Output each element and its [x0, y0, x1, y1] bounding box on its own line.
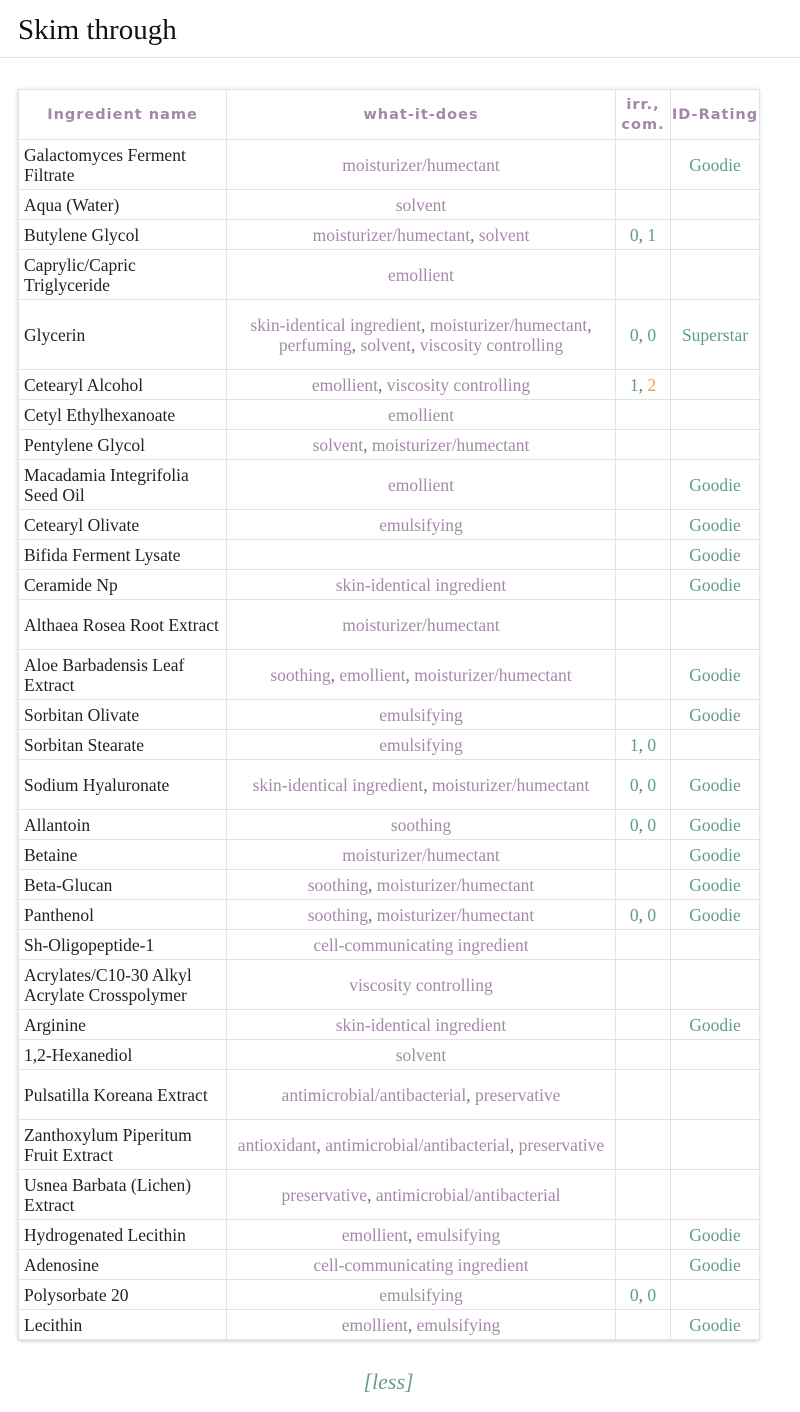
id-rating[interactable]: Goodie [671, 140, 760, 190]
table-row [19, 600, 760, 650]
ingredient-functions [227, 1280, 616, 1310]
less-link[interactable]: [less] [363, 1369, 414, 1394]
ingredient-name[interactable]: Panthenol [19, 900, 227, 930]
function-link[interactable]: preservative [518, 1134, 605, 1155]
function-link[interactable]: viscosity controlling [386, 374, 531, 395]
title-divider [0, 57, 800, 58]
table-row [19, 1120, 760, 1170]
function-link[interactable]: moisturizer/humectant [342, 844, 500, 865]
ingredient-name[interactable]: Ceramide Np [19, 570, 227, 600]
irritancy-comedogenicity [616, 600, 671, 650]
irritancy-value: 0 [629, 814, 639, 835]
ingredient-name[interactable]: Pulsatilla Koreana Extract [19, 1070, 227, 1120]
function-link[interactable]: emollient [387, 404, 455, 425]
table-row [19, 540, 760, 570]
id-rating[interactable]: Goodie [671, 460, 760, 510]
function-link[interactable]: preservative [474, 1084, 561, 1105]
irritancy-comedogenicity [616, 570, 671, 600]
table-row [19, 460, 760, 510]
table-row [19, 840, 760, 870]
function-link[interactable]: soothing [307, 874, 369, 895]
function-link[interactable]: viscosity controlling [349, 974, 493, 995]
ingredient-functions: skin-identical ingredient, moisturizer/humectant [227, 760, 616, 810]
irritancy-comedogenicity [616, 140, 671, 190]
ingredient-functions: antimicrobial/antibacterial, preservative [227, 1070, 616, 1120]
id-rating [671, 190, 760, 220]
ingredient-functions [227, 400, 616, 430]
irritancy-value: 0 [629, 324, 639, 345]
irritancy-comedogenicity [616, 1220, 671, 1250]
function-link[interactable]: emollient [311, 374, 378, 395]
irritancy-comedogenicity [616, 960, 671, 1010]
table-row [19, 570, 760, 600]
function-link[interactable]: emollient [339, 664, 406, 685]
table-row [19, 1010, 760, 1040]
ingredient-name[interactable]: Cetearyl Alcohol [19, 370, 227, 400]
irritancy-comedogenicity [616, 1070, 671, 1120]
function-link[interactable]: solvent [395, 1044, 447, 1065]
id-rating[interactable]: Goodie [671, 700, 760, 730]
function-link[interactable]: moisturizer/humectant [429, 314, 588, 335]
function-link[interactable]: moisturizer/humectant [376, 904, 535, 925]
irritancy-value: 1 [629, 734, 639, 755]
id-rating [671, 220, 760, 250]
ingredient-functions [227, 460, 616, 510]
table-row [19, 760, 760, 810]
irritancy-value: 0 [629, 1284, 639, 1305]
function-link[interactable]: antimicrobial/antibacterial [325, 1134, 510, 1155]
ingredient-functions [227, 1250, 616, 1280]
id-rating[interactable]: Goodie [671, 650, 760, 700]
irritancy-comedogenicity [616, 840, 671, 870]
id-rating [671, 430, 760, 460]
function-link[interactable]: emollient [387, 264, 455, 285]
id-rating [671, 1040, 760, 1070]
ingredient-name[interactable]: Beta-Glucan [19, 870, 227, 900]
table-row [19, 930, 760, 960]
irritancy-comedogenicity: 0, 0 [616, 900, 671, 930]
irritancy-comedogenicity [616, 190, 671, 220]
ingredient-name[interactable]: Adenosine [19, 1250, 227, 1280]
function-link[interactable]: soothing [390, 814, 452, 835]
ingredient-functions [227, 840, 616, 870]
ingredient-functions: solvent, moisturizer/humectant [227, 430, 616, 460]
irritancy-value: 0 [629, 224, 639, 245]
ingredient-functions: soothing, moisturizer/humectant [227, 870, 616, 900]
table-row [19, 1310, 760, 1340]
id-rating[interactable]: Goodie [671, 1310, 760, 1340]
id-rating[interactable]: Goodie [671, 510, 760, 540]
function-link[interactable]: moisturizer/humectant [312, 224, 471, 245]
id-rating [671, 400, 760, 430]
function-link[interactable]: antimicrobial/antibacterial [375, 1184, 561, 1205]
function-link[interactable]: cell-communicating ingredient [313, 934, 529, 955]
id-rating [671, 1120, 760, 1170]
header-what-it-does[interactable]: what-it-does [227, 90, 616, 140]
irritancy-comedogenicity [616, 1010, 671, 1040]
irritancy-comedogenicity: 1, 2 [616, 370, 671, 400]
table-row [19, 1250, 760, 1280]
function-link[interactable]: emulsifying [379, 734, 463, 755]
irritancy-comedogenicity [616, 250, 671, 300]
ingredient-name[interactable]: Macadamia Integrifolia Seed Oil [19, 460, 227, 510]
irritancy-comedogenicity [616, 1310, 671, 1340]
ingredient-functions: emollient, emulsifying [227, 1220, 616, 1250]
ingredient-name[interactable]: Sh-Oligopeptide-1 [19, 930, 227, 960]
ingredient-name[interactable]: Aloe Barbadensis Leaf Extract [19, 650, 227, 700]
irritancy-comedogenicity: 0, 0 [616, 810, 671, 840]
function-link[interactable]: antimicrobial/antibacterial [281, 1084, 467, 1105]
irritancy-value: 1 [629, 374, 639, 395]
ingredient-name[interactable]: Aqua (Water) [19, 190, 227, 220]
ingredient-name[interactable]: Lecithin [19, 1310, 227, 1340]
ingredient-name[interactable]: Usnea Barbata (Lichen) Extract [19, 1170, 227, 1220]
function-link[interactable]: emollient [387, 474, 455, 495]
irritancy-comedogenicity [616, 400, 671, 430]
table-row [19, 400, 760, 430]
irritancy-comedogenicity [616, 870, 671, 900]
ingredient-name[interactable]: Betaine [19, 840, 227, 870]
comedogenicity-value: 0 [647, 734, 657, 755]
id-rating [671, 600, 760, 650]
ingredient-name[interactable]: Cetyl Ethylhexanoate [19, 400, 227, 430]
table-row [19, 810, 760, 840]
ingredient-name[interactable]: Caprylic/Capric Triglyceride [19, 250, 227, 300]
ingredient-functions [227, 700, 616, 730]
ingredient-functions [227, 510, 616, 540]
function-link[interactable]: cell-communicating ingredient [313, 1254, 529, 1275]
irritancy-comedogenicity [616, 700, 671, 730]
id-rating[interactable]: Goodie [671, 840, 760, 870]
id-rating [671, 930, 760, 960]
irritancy-comedogenicity [616, 1170, 671, 1220]
function-link[interactable]: antioxidant [237, 1134, 317, 1155]
table-row [19, 700, 760, 730]
ingredient-functions: moisturizer/humectant, solvent [227, 220, 616, 250]
function-link[interactable]: emollient [341, 1224, 408, 1245]
id-rating [671, 370, 760, 400]
comedogenicity-value: 0 [647, 774, 657, 795]
ingredient-name[interactable]: Cetearyl Olivate [19, 510, 227, 540]
table-row [19, 730, 760, 760]
function-link[interactable]: preservative [281, 1184, 368, 1205]
function-link[interactable]: moisturizer/humectant [342, 154, 500, 175]
ingredient-name[interactable]: Polysorbate 20 [19, 1280, 227, 1310]
id-rating [671, 1280, 760, 1310]
ingredients-table-container [18, 89, 759, 1340]
function-link[interactable]: emulsifying [416, 1314, 501, 1335]
irritancy-comedogenicity: 0, 0 [616, 300, 671, 370]
ingredient-name[interactable]: Sorbitan Stearate [19, 730, 227, 760]
ingredient-functions [227, 250, 616, 300]
table-row [19, 190, 760, 220]
id-rating [671, 730, 760, 760]
header-ingredient-name[interactable]: Ingredient name [19, 90, 227, 140]
ingredient-functions: soothing, emollient, moisturizer/humectant [227, 650, 616, 700]
ingredient-name[interactable]: Althaea Rosea Root Extract [19, 600, 227, 650]
function-link[interactable]: emollient [341, 1314, 408, 1335]
function-link[interactable]: moisturizer/humectant [342, 614, 500, 635]
table-body [19, 140, 760, 1340]
function-link[interactable]: solvent [395, 194, 447, 215]
ingredient-name[interactable]: Acrylates/C10-30 Alkyl Acrylate Crosspolymer [19, 960, 227, 1010]
table-row [19, 960, 760, 1010]
ingredient-name[interactable]: Pentylene Glycol [19, 430, 227, 460]
id-rating[interactable]: Goodie [671, 760, 760, 810]
function-link[interactable]: perfuming [278, 334, 352, 355]
id-rating[interactable]: Goodie [671, 870, 760, 900]
comedogenicity-value: 0 [647, 904, 657, 925]
irritancy-comedogenicity [616, 430, 671, 460]
function-link[interactable]: solvent [478, 224, 530, 245]
irritancy-comedogenicity [616, 1040, 671, 1070]
page-title: Skim through [18, 14, 177, 46]
function-link[interactable]: skin-identical ingredient [250, 314, 421, 335]
ingredient-functions [227, 930, 616, 960]
table-header-row [19, 90, 760, 140]
ingredient-functions [227, 1010, 616, 1040]
irritancy-comedogenicity [616, 510, 671, 540]
id-rating[interactable]: Goodie [671, 1010, 760, 1040]
ingredient-name[interactable]: Galactomyces Ferment Filtrate [19, 140, 227, 190]
comedogenicity-value: 2 [647, 374, 657, 395]
ingredient-functions [227, 570, 616, 600]
function-link[interactable]: viscosity controlling [419, 334, 564, 355]
header-irritancy-comedogenicity[interactable]: irr., com. [616, 90, 671, 140]
ingredient-functions [227, 600, 616, 650]
table-row [19, 1040, 760, 1070]
irritancy-comedogenicity: 0, 0 [616, 1280, 671, 1310]
comedogenicity-value: 0 [647, 814, 657, 835]
id-rating[interactable]: Goodie [671, 540, 760, 570]
irritancy-comedogenicity [616, 650, 671, 700]
ingredient-name[interactable]: Zanthoxylum Piperitum Fruit Extract [19, 1120, 227, 1170]
ingredient-name[interactable]: Glycerin [19, 300, 227, 370]
irritancy-comedogenicity [616, 930, 671, 960]
irritancy-comedogenicity [616, 1120, 671, 1170]
ingredient-name[interactable]: Sorbitan Olivate [19, 700, 227, 730]
comedogenicity-value: 0 [647, 324, 657, 345]
ingredient-name[interactable]: Arginine [19, 1010, 227, 1040]
table-row [19, 900, 760, 930]
table-row [19, 300, 760, 370]
function-link[interactable]: skin-identical ingredient [335, 1014, 507, 1035]
function-link[interactable]: emulsifying [416, 1224, 501, 1245]
id-rating[interactable]: Goodie [671, 570, 760, 600]
irritancy-comedogenicity: 0, 1 [616, 220, 671, 250]
ingredient-name[interactable]: Butylene Glycol [19, 220, 227, 250]
ingredients-table [18, 89, 760, 1340]
function-link[interactable]: soothing [270, 664, 331, 685]
table-row [19, 1280, 760, 1310]
id-rating [671, 250, 760, 300]
table-row [19, 140, 760, 190]
table-row [19, 510, 760, 540]
id-rating[interactable]: Goodie [671, 1250, 760, 1280]
ingredient-functions: soothing, moisturizer/humectant [227, 900, 616, 930]
function-link[interactable]: emulsifying [379, 704, 463, 725]
id-rating[interactable]: Superstar [671, 300, 760, 370]
function-link[interactable]: moisturizer/humectant [414, 664, 572, 685]
ingredient-name[interactable]: Sodium Hyaluronate [19, 760, 227, 810]
ingredient-name[interactable]: Allantoin [19, 810, 227, 840]
ingredient-functions: preservative, antimicrobial/antibacterial [227, 1170, 616, 1220]
ingredient-functions [227, 140, 616, 190]
function-link[interactable]: moisturizer/humectant [376, 874, 535, 895]
irritancy-comedogenicity: 1, 0 [616, 730, 671, 760]
ingredient-functions: emollient, viscosity controlling [227, 370, 616, 400]
irritancy-comedogenicity [616, 460, 671, 510]
ingredient-name[interactable]: 1,2-Hexanediol [19, 1040, 227, 1070]
irritancy-value: 0 [629, 904, 639, 925]
function-link[interactable]: skin-identical ingredient [335, 574, 507, 595]
id-rating [671, 960, 760, 1010]
irritancy-value: 0 [629, 774, 639, 795]
id-rating [671, 1170, 760, 1220]
id-rating[interactable]: Goodie [671, 810, 760, 840]
table-row [19, 430, 760, 460]
table-row [19, 870, 760, 900]
id-rating [671, 1070, 760, 1120]
ingredient-functions: skin-identical ingredient, moisturizer/humectant, perfuming, solvent, viscosity controlling [227, 300, 616, 370]
irritancy-comedogenicity [616, 540, 671, 570]
function-link[interactable]: solvent [312, 434, 364, 455]
function-link[interactable]: emulsifying [379, 514, 463, 535]
function-link[interactable]: emulsifying [379, 1284, 463, 1305]
table-row [19, 220, 760, 250]
ingredient-functions [227, 1040, 616, 1070]
irritancy-comedogenicity: 0, 0 [616, 760, 671, 810]
function-link[interactable]: moisturizer/humectant [431, 774, 590, 795]
table-row [19, 1170, 760, 1220]
table-row [19, 250, 760, 300]
table-row [19, 370, 760, 400]
ingredient-functions: antioxidant, antimicrobial/antibacterial, preservative [227, 1120, 616, 1170]
function-link[interactable]: solvent [360, 334, 412, 355]
function-link[interactable]: soothing [307, 904, 369, 925]
ingredient-functions [227, 960, 616, 1010]
id-rating[interactable]: Goodie [671, 1220, 760, 1250]
ingredient-functions: emollient, emulsifying [227, 1310, 616, 1340]
header-id-rating[interactable]: ID-Rating [671, 90, 760, 140]
ingredient-functions [227, 190, 616, 220]
table-row [19, 650, 760, 700]
table-row [19, 1220, 760, 1250]
irritancy-comedogenicity [616, 1250, 671, 1280]
ingredient-name[interactable]: Bifida Ferment Lysate [19, 540, 227, 570]
function-link[interactable]: moisturizer/humectant [371, 434, 530, 455]
ingredient-functions [227, 810, 616, 840]
ingredient-functions [227, 540, 616, 570]
ingredient-functions [227, 730, 616, 760]
comedogenicity-value: 0 [647, 1284, 657, 1305]
comedogenicity-value: 1 [647, 224, 657, 245]
function-link[interactable]: skin-identical ingredient [252, 774, 424, 795]
id-rating[interactable]: Goodie [671, 900, 760, 930]
ingredient-name[interactable]: Hydrogenated Lecithin [19, 1220, 227, 1250]
table-row [19, 1070, 760, 1120]
